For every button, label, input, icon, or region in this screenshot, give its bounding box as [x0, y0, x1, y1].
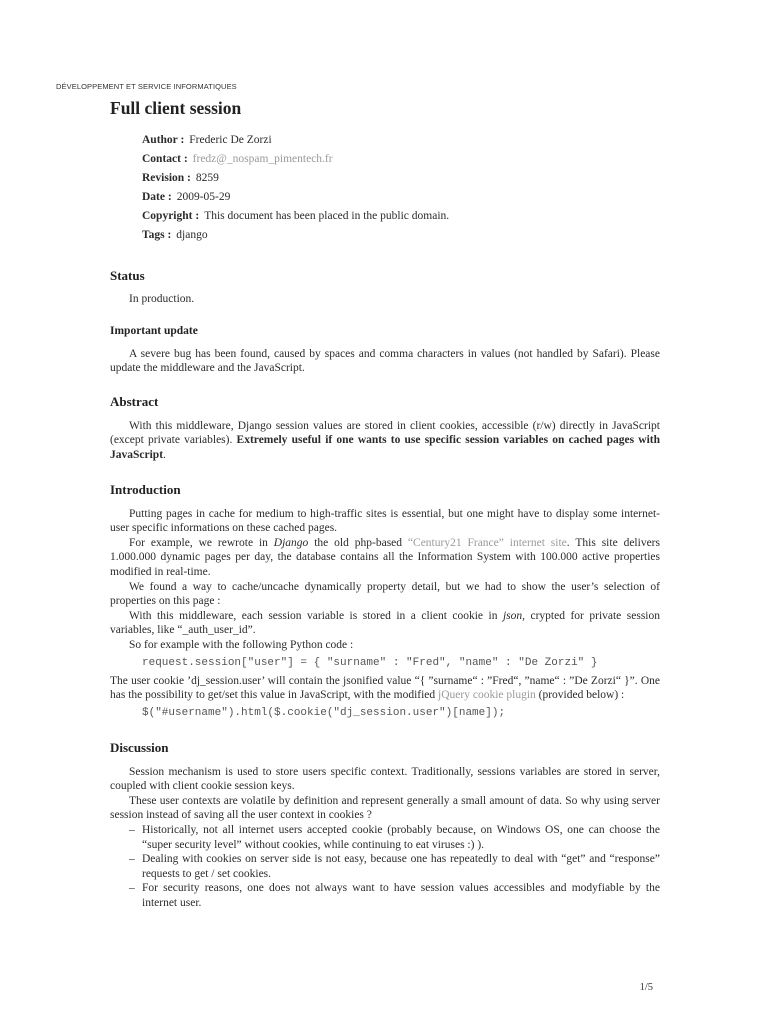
- status-text: In production.: [129, 293, 195, 305]
- page-title: Full client session: [110, 98, 242, 118]
- intro-p4-a: With this middleware, each session variable is stored in a client cookie in: [129, 609, 503, 622]
- meta-author-value: Frederic De Zorzi: [189, 134, 272, 146]
- discussion-list: [110, 823, 660, 911]
- document-body: [110, 98, 660, 911]
- discussion-paragraph-2: These user contexts are volatile by definition and represent generally a small amount of data. So why using server session instead of saving all the user context in cookies ?: [110, 794, 660, 822]
- important-update-heading: Important update: [110, 324, 198, 337]
- meta-tags-value: django: [176, 229, 208, 241]
- meta-copyright-value: This document has been placed in the public domain.: [204, 210, 450, 222]
- introduction-heading: Introduction: [110, 481, 181, 497]
- meta-date-label: Date :: [142, 191, 172, 203]
- abstract-heading: Abstract: [110, 393, 159, 409]
- list-item-text: Dealing with cookies on server side is not easy, because one has repeatedly to deal with “get” and “response” requests to get / set cookies.: [142, 853, 660, 880]
- list-item: [110, 823, 660, 852]
- list-item-text: Historically, not all internet users accepted cookie (probably because, on Windows OS, one can choose the “super security level” without cookies, while continuing to eat viruses :) ).: [142, 824, 660, 851]
- meta-contact: [142, 150, 660, 169]
- list-item: [110, 881, 660, 910]
- contact-email-link[interactable]: fredz@_nospam_pimentech.fr: [192, 153, 333, 165]
- intro-p2-b: the old php-based: [308, 536, 408, 549]
- intro-paragraph-6: [110, 674, 660, 703]
- dash-bullet: –: [129, 882, 135, 895]
- python-code-block: request.session["user"] = { "surname" : "Fred", "name" : "De Zorzi" }: [142, 656, 598, 669]
- intro-paragraph-1: Putting pages in cache for medium to high-traffic sites is essential, but one might have to display some internet-user specific informations on these cached pages.: [110, 507, 660, 535]
- century21-link[interactable]: “Century21 France” internet site: [407, 536, 567, 549]
- jquery-cookie-plugin-link[interactable]: jQuery cookie plugin: [438, 689, 536, 702]
- intro-p4-json: json: [502, 609, 523, 622]
- intro-p2-c: . This site delivers 1.000.000 dynamic pages per day, the database contains all the Information System with 100.000 active properties modified in real-time.: [110, 536, 660, 578]
- javascript-code-block: $("#username").html($.cookie("dj_session.user")[name]);: [142, 706, 506, 719]
- meta-tags-label: Tags :: [142, 229, 172, 241]
- discussion-paragraph-1: Session mechanism is used to store users specific context. Traditionally, sessions variables are stored in server, coupled with client cookie session keys.: [110, 765, 660, 793]
- meta-contact-label: Contact :: [142, 153, 188, 165]
- intro-paragraph-5: So for example with the following Python code :: [129, 638, 354, 651]
- intro-p4-b: , crypted for private session variables, like “_auth_user_id”.: [110, 609, 661, 637]
- metadata-block: [142, 131, 660, 245]
- intro-p6-a: The user cookie ’dj_session.user’ will contain the jsonified value “{ ”surname“ : ”Fred“, ”name“ : ”De Zorzi“ }”. One has the possibility to get/set this value in JavaScript, with the modified: [110, 674, 660, 702]
- intro-paragraph-4: [110, 609, 660, 638]
- abstract-text-main: With this middleware, Django session values are stored in client cookies, accessible (r/w) directly in JavaScript (except private variables).: [110, 419, 660, 447]
- meta-tags: [142, 226, 660, 245]
- meta-revision: [142, 169, 660, 188]
- meta-copyright: [142, 207, 660, 226]
- list-item: [110, 852, 660, 881]
- meta-date: [142, 188, 660, 207]
- abstract-text-end: .: [163, 448, 166, 461]
- meta-revision-value: 8259: [195, 172, 219, 184]
- intro-paragraph-2: [110, 536, 660, 580]
- intro-p6-b: (provided below) :: [535, 689, 625, 702]
- discussion-heading: Discussion: [110, 739, 169, 755]
- page-number: 1/5: [639, 982, 653, 993]
- intro-p2-django: Django: [273, 536, 309, 549]
- intro-p2-a: For example, we rewrote in: [129, 536, 274, 549]
- status-heading: Status: [110, 268, 145, 283]
- list-item-text: For security reasons, one does not always want to have session values accessibles and modyfiable by the internet user.: [142, 882, 660, 910]
- meta-date-value: 2009-05-29: [176, 191, 231, 203]
- abstract-text: [110, 419, 660, 463]
- dash-bullet: –: [129, 853, 135, 866]
- meta-copyright-label: Copyright :: [142, 210, 200, 222]
- dash-bullet: –: [129, 824, 135, 837]
- important-update-text: A severe bug has been found, caused by spaces and comma characters in values (not handled by Safari). Please update the middleware and the JavaScript.: [110, 347, 660, 375]
- meta-revision-label: Revision :: [142, 172, 191, 184]
- running-header: DÉVELOPPEMENT ET SERVICE INFORMATIQUES: [56, 82, 237, 91]
- intro-paragraph-3: We found a way to cache/uncache dynamically property detail, but we had to show the user’s selection of properties on this page :: [110, 580, 660, 608]
- meta-author: [142, 131, 660, 150]
- meta-author-label: Author :: [142, 134, 185, 146]
- abstract-text-bold: Extremely useful if one wants to use specific session variables on cached pages with JavaScript: [110, 434, 661, 461]
